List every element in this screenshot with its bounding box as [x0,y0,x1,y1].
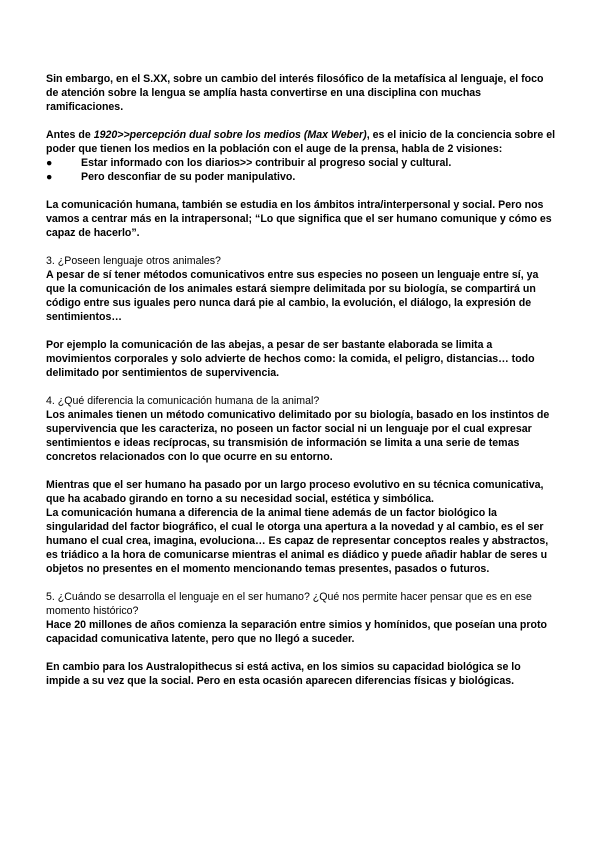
weber-pre: Antes de [46,129,94,141]
bullet-text: Pero desconfiar de su poder manipulativo. [81,171,296,183]
bullet-item [46,170,556,184]
answer-3-part-2: Por ejemplo la comunicación de las abejas, a pesar de ser bastante elaborada se limita a movimientos corporales y solo advierte de hechos como: la comida, el peligro, distancias… todo delimitado por sentimientos de supervivencia. [46,339,535,379]
answer-5-part-1: Hace 20 millones de años comienza la separación entre simios y homínidos, que poseían una proto capacidad comunicativa latente, pero que no llegó a suceder. [46,619,547,645]
spacer [46,184,556,198]
document-page [46,72,556,688]
bullet-item [46,156,556,170]
paragraph-communication: La comunicación humana, también se estudia en los ámbitos intra/interpersonal y social. Pero nos vamos a centrar más en la intrapersonal; “Lo que significa que el ser humano comunique y cómo es capaz de hacerlo”. [46,199,552,239]
bullet-icon: ● [46,171,53,183]
bullet-icon: ● [46,157,53,169]
bullet-text: Estar informado con los diarios>> contribuir al progreso social y cultural. [81,157,452,169]
weber-post: , es el inicio de la conciencia sobre el poder que tienen los medios en la población con el auge de la prensa, habla de 2 visiones: [46,129,556,155]
answer-5-part-2: En cambio para los Australopithecus si está activa, en los simios su capacidad biológica se lo impide a su vez que la social. Pero en esta ocasión aparecen diferencias físicas y biológicas. [46,661,521,687]
answer-4-part-1: Los animales tienen un método comunicativo delimitado por su biología, basado en los instintos de supervivencia que les caracteriza, no poseen un factor social ni un lenguaje por el cual expresar sentimientos e ideas recíprocas, su transmisión de información se limita a una serie de temas concretos relacionados con lo que ocurre en su entorno. [46,409,550,463]
answer-3-part-1: A pesar de sí tener métodos comunicativos entre sus especies no poseen un lenguaje entre sí, ya que la comunicación de los animales estará siempre delimitada por su biología, se compartirá un código entre sus iguales pero nunca dará pie al cambio, la evolución, el diálogo, la expresión de sentimientos… [46,269,539,323]
question-4: 4. ¿Qué diferencia la comunicación humana de la animal? [46,395,320,407]
spacer [46,324,556,338]
spacer [46,576,556,590]
question-5: 5. ¿Cuándo se desarrolla el lenguaje en el ser humano? ¿Qué nos permite hacer pensar que es en ese momento histórico? [46,591,532,617]
weber-italic: 1920>>percepción dual sobre los medios (Max Weber) [93,129,367,141]
paragraph-intro: Sin embargo, en el S.XX, sobre un cambio del interés filosófico de la metafísica al lenguaje, el foco de atención sobre la lengua se amplía hasta convertirse en una disciplina con muchas ramificaciones. [46,73,544,113]
answer-4-part-3: La comunicación humana a diferencia de la animal tiene además de un factor biológico la singularidad del factor biográfico, el cual le otorga una apertura a la novedad y al cambio, es el ser humano el cual crea, imagina, evoluciona… Es capaz de representar conceptos reales y abstractos, es triádico a la hora de comunicarse mientras el animal es diádico y puede añadir hablar de seres u objetos no presentes en el momento mencionando temas presentes, pasados o futuros. [46,507,549,575]
question-3: 3. ¿Poseen lenguaje otros animales? [46,255,221,267]
paragraph-weber [46,128,556,156]
spacer [46,646,556,660]
spacer [46,114,556,128]
spacer [46,464,556,478]
answer-4-part-2: Mientras que el ser humano ha pasado por un largo proceso evolutivo en su técnica comunicativa, que ha acabado girando en torno a su necesidad social, estética y simbólica. [46,479,544,505]
spacer [46,380,556,394]
spacer [46,240,556,254]
